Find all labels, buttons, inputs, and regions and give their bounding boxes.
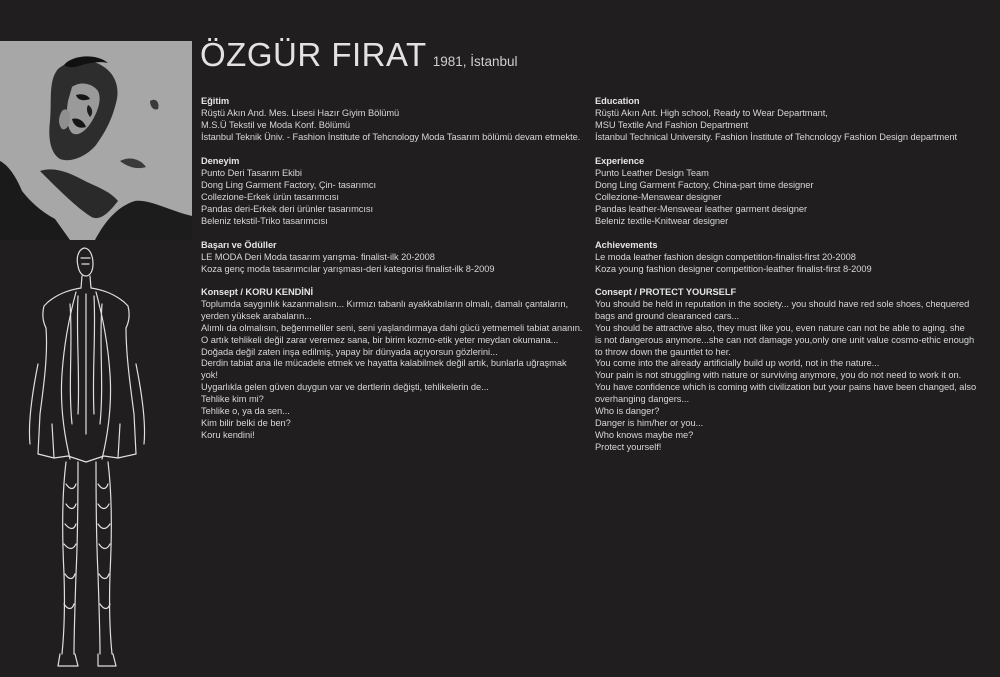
education-line: Rüştü Akın Ant. High school, Ready to Wear Departmant,	[595, 107, 828, 118]
experience-line: Beleniz tekstil-Triko tasarımcısı	[201, 215, 328, 226]
experience-line: Dong Ling Garment Factory, Çin- tasarımcı	[201, 180, 376, 191]
concept-line: O artık tehlikeli değil zarar veremez sana, bir birim kozmo-etik yeter meydan okumana...	[201, 334, 559, 345]
achievements-section-tr	[201, 240, 583, 276]
concept-section-tr	[201, 287, 583, 442]
education-heading-tr: Eğitim	[201, 96, 230, 106]
education-line: M.S.Ü Tekstil ve Moda Konf. Bölümü	[201, 119, 351, 130]
birth-info: 1981, İstanbul	[432, 54, 518, 69]
concept-line: You have confidence which is coming with civilization but your pains have been changed, also	[595, 382, 977, 393]
concept-line: Danger is him/her or you...	[595, 417, 704, 428]
concept-line: Kim bilir belki de ben?	[201, 417, 291, 428]
experience-line: Punto Leather Design Team	[595, 168, 709, 179]
experience-line: Beleniz textile-Knitwear designer	[595, 215, 729, 226]
header	[200, 36, 518, 74]
achievement-line: Koza young fashion designer competition-leather finalist-first 8-2009	[595, 264, 872, 275]
turkish-column	[201, 96, 583, 454]
experience-section-en	[595, 156, 987, 227]
concept-line: Alımlı da olmalısın, beğenmeliler seni, seni yaşlandırmaya dahi gücü yetmemeli tabiat ananın.	[201, 322, 583, 333]
concept-line: is not dangerous anymore...she can not damage you,only one unit value cosmo-ethic enough	[595, 334, 975, 345]
portrait-photo	[0, 41, 192, 240]
concept-line: yok!	[201, 370, 218, 381]
education-line: İstanbul Teknik Üniv. - Fashion İnstitute of Tehcnology Moda Tasarım bölümü devam etmekte.	[201, 131, 581, 142]
experience-line: Pandas leather-Menswear leather garment designer	[595, 203, 808, 214]
concept-line: Doğada değil zaten inşa edilmiş, yapay bir dünyada açıyorsun gözlerini...	[201, 346, 498, 357]
achievement-line: LE MODA Deri Moda tasarım yarışma- finalist-ilk 20-2008	[201, 252, 435, 263]
designer-name: ÖZGÜR FIRAT	[200, 36, 427, 73]
concept-heading-tr: Konsept / KORU KENDİNİ	[201, 286, 314, 297]
experience-line: Dong Ling Garment Factory, China-part time designer	[595, 180, 814, 191]
experience-line: Pandas deri-Erkek deri ürünler tasarımcısı	[201, 203, 374, 214]
experience-line: Collezione-Menswear designer	[595, 191, 722, 202]
concept-line: You should be held in reputation in the society... you should have red sole shoes, chequered	[595, 298, 970, 309]
achievement-line: Koza genç moda tasarımcılar yarışması-deri kategorisi finalist-ilk 8-2009	[201, 264, 495, 275]
concept-line: You come into the already artificially build up world, not in the nature...	[595, 358, 880, 369]
experience-heading-tr: Deneyim	[201, 156, 240, 167]
concept-line: Uygarlıkla gelen güven duygun var ve dertlerin değişti, tehlikelerin de...	[201, 382, 489, 393]
concept-line: overhanging dangers...	[595, 394, 690, 405]
concept-line: Toplumda saygınlık kazanmalısın... Kırmızı tabanlı ayakkabıların olmalı, damalı çantaların,	[201, 298, 568, 309]
education-heading-en: Education	[595, 96, 640, 106]
education-line: MSU Textile And Fashion Department	[595, 119, 749, 130]
concept-heading-en: Consept / PROTECT YOURSELF	[595, 286, 737, 297]
experience-heading-en: Experience	[595, 156, 645, 167]
concept-line: Koru kendini!	[201, 429, 255, 440]
concept-line: Tehlike kim mi?	[201, 394, 264, 405]
concept-line: Your pain is not struggling with nature or surviving anymore, you do not need to work it on.	[595, 370, 962, 381]
education-section-en	[595, 96, 987, 144]
concept-line: yerden yüksek arabaların...	[201, 310, 312, 321]
education-line: İstanbul Technical University. Fashion İnstitute of Tehcnology Fashion Design department	[595, 131, 957, 142]
fashion-sketch-figure	[18, 244, 158, 674]
concept-line: to throw down the gauntlet to her.	[595, 346, 731, 357]
concept-line: Protect yourself!	[595, 441, 662, 452]
concept-section-en	[595, 287, 987, 454]
achievements-heading-en: Achievements	[595, 240, 658, 251]
concept-line: Tehlike o, ya da sen...	[201, 406, 290, 417]
concept-line: Derdin tabiat ana ile mücadele etmek ve hayatta kalabilmek değil artık, bunlarla uğraşmak	[201, 358, 567, 369]
education-line: Rüştü Akın And. Mes. Lisesi Hazır Giyim Bölümü	[201, 107, 400, 118]
concept-line: bags and ground clearanced cars...	[595, 310, 740, 321]
experience-line: Collezione-Erkek ürün tasarımcısı	[201, 191, 339, 202]
education-section-tr	[201, 96, 583, 144]
concept-line: Who knows maybe me?	[595, 429, 694, 440]
achievement-line: Le moda leather fashion design competition-finalist-first 20-2008	[595, 252, 856, 263]
concept-line: You should be attractive also, they must like you, even nature can not be able to aging. she	[595, 322, 965, 333]
portrait-illustration	[0, 41, 192, 240]
experience-section-tr	[201, 156, 583, 227]
experience-line: Punto Deri Tasarım Ekibi	[201, 168, 302, 179]
achievements-heading-tr: Başarı ve Ödüller	[201, 240, 277, 251]
concept-line: Who is danger?	[595, 406, 660, 417]
achievements-section-en	[595, 240, 987, 276]
english-column	[595, 96, 987, 466]
